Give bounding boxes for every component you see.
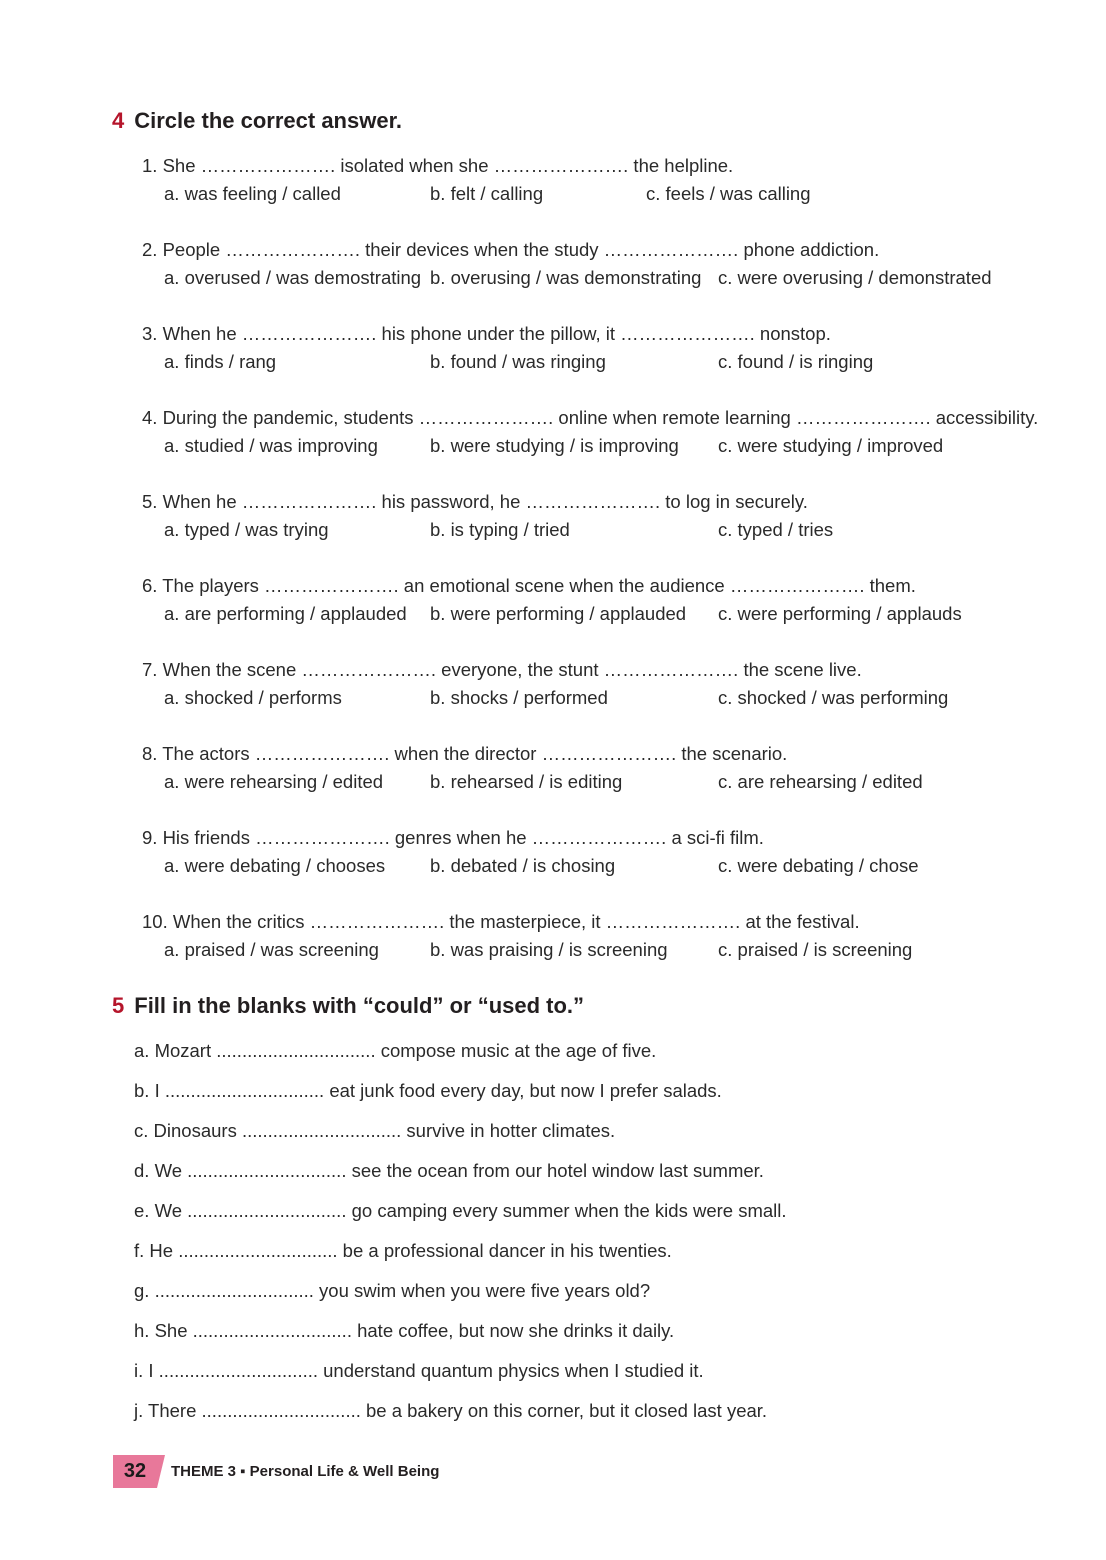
- question-text: 8. The actors …………………. when the director …………………. the scenario.: [142, 743, 788, 764]
- page-footer: [113, 1455, 613, 1489]
- option-a[interactable]: a. shocked / performs: [164, 687, 342, 708]
- answer-options: [142, 180, 1042, 208]
- option-a[interactable]: a. overused / was demostrating: [164, 267, 422, 288]
- question-3: [142, 320, 1042, 376]
- option-a[interactable]: a. was feeling / called: [164, 183, 341, 204]
- option-a[interactable]: a. typed / was trying: [164, 519, 329, 540]
- option-a[interactable]: a. finds / rang: [164, 351, 277, 372]
- question-text: 1. She …………………. isolated when she …………………. the helpline.: [142, 155, 734, 176]
- question-2: [142, 236, 1042, 292]
- fill-item-e[interactable]: e. We ............................... go camping every summer when the kids were small.: [134, 1200, 787, 1221]
- fill-item-d[interactable]: d. We ............................... see the ocean from our hotel window last summer.: [134, 1160, 764, 1181]
- option-a[interactable]: a. studied / was improving: [164, 435, 378, 456]
- page-number-tab-edge: [157, 1455, 165, 1488]
- option-c[interactable]: c. were studying / improved: [718, 435, 944, 456]
- question-7: [142, 656, 1042, 712]
- theme-label: THEME 3 ▪ Personal Life & Well Being: [171, 1463, 440, 1480]
- question-text: 4. During the pandemic, students …………………. online when remote learning …………………. accessibility.: [142, 407, 1039, 428]
- option-c[interactable]: c. were overusing / demonstrated: [718, 267, 992, 288]
- question-text: 2. People …………………. their devices when the study …………………. phone addiction.: [142, 239, 880, 260]
- option-a[interactable]: a. were rehearsing / edited: [164, 771, 384, 792]
- question-text: 10. When the critics …………………. the masterpiece, it …………………. at the festival.: [142, 911, 860, 932]
- option-c[interactable]: c. typed / tries: [718, 519, 834, 540]
- answer-options: [142, 432, 1042, 460]
- fill-item-a[interactable]: a. Mozart ............................... compose music at the age of five.: [134, 1040, 657, 1061]
- option-c[interactable]: c. were performing / applauds: [718, 603, 962, 624]
- answer-options: [142, 852, 1042, 880]
- question-5: [142, 488, 1042, 544]
- option-a[interactable]: a. praised / was screening: [164, 939, 379, 960]
- question-text: 7. When the scene …………………. everyone, the stunt …………………. the scene live.: [142, 659, 862, 680]
- option-b[interactable]: b. felt / calling: [430, 183, 544, 204]
- question-10: [142, 908, 1042, 964]
- question-text: 5. When he …………………. his password, he …………………. to log in securely.: [142, 491, 808, 512]
- option-b[interactable]: b. found / was ringing: [430, 351, 606, 372]
- option-b[interactable]: b. were performing / applauded: [430, 603, 687, 624]
- fill-item-h[interactable]: h. She ............................... hate coffee, but now she drinks it daily.: [134, 1320, 675, 1341]
- answer-options: [142, 936, 1042, 964]
- option-c[interactable]: c. shocked / was performing: [718, 687, 949, 708]
- fill-item-j[interactable]: j. There ............................... be a bakery on this corner, but it closed last year.: [134, 1400, 768, 1421]
- answer-options: [142, 348, 1042, 376]
- answer-options: [142, 768, 1042, 796]
- question-6: [142, 572, 1042, 628]
- option-c[interactable]: c. found / is ringing: [718, 351, 874, 372]
- option-b[interactable]: b. debated / is chosing: [430, 855, 616, 876]
- option-c[interactable]: c. feels / was calling: [646, 183, 811, 204]
- option-b[interactable]: b. is typing / tried: [430, 519, 570, 540]
- fill-item-b[interactable]: b. I ............................... eat junk food every day, but now I prefer salads.: [134, 1080, 722, 1101]
- question-1: [142, 152, 1042, 208]
- section-4-number: 4: [112, 108, 125, 133]
- option-b[interactable]: b. rehearsed / is editing: [430, 771, 623, 792]
- option-a[interactable]: a. are performing / applauded: [164, 603, 407, 624]
- fill-item-c[interactable]: c. Dinosaurs ............................... survive in hotter climates.: [134, 1120, 616, 1141]
- question-text: 6. The players …………………. an emotional scene when the audience …………………. them.: [142, 575, 916, 596]
- option-b[interactable]: b. was praising / is screening: [430, 939, 668, 960]
- question-text: 9. His friends …………………. genres when he …………………. a sci-fi film.: [142, 827, 764, 848]
- question-8: [142, 740, 1042, 796]
- fill-item-g[interactable]: g. ............................... you swim when you were five years old?: [134, 1280, 651, 1301]
- answer-options: [142, 264, 1042, 292]
- question-9: [142, 824, 1042, 880]
- option-c[interactable]: c. praised / is screening: [718, 939, 913, 960]
- section-4-title: Circle the correct answer.: [134, 108, 403, 133]
- option-b[interactable]: b. overusing / was demonstrating: [430, 267, 702, 288]
- fill-item-i[interactable]: i. I ............................... understand quantum physics when I studied it.: [134, 1360, 704, 1381]
- page-number: 32: [113, 1455, 157, 1488]
- option-c[interactable]: c. are rehearsing / edited: [718, 771, 923, 792]
- option-b[interactable]: b. shocks / performed: [430, 687, 608, 708]
- option-c[interactable]: c. were debating / chose: [718, 855, 919, 876]
- section-5-heading: [112, 993, 584, 1019]
- question-text: 3. When he …………………. his phone under the pillow, it …………………. nonstop.: [142, 323, 831, 344]
- section-5-title: Fill in the blanks with “could” or “used to.”: [134, 993, 585, 1018]
- option-a[interactable]: a. were debating / chooses: [164, 855, 386, 876]
- section-4-heading: [112, 108, 402, 134]
- fill-item-f[interactable]: f. He ............................... be a professional dancer in his twenties.: [134, 1240, 672, 1261]
- section-5-number: 5: [112, 993, 125, 1018]
- answer-options: [142, 516, 1042, 544]
- option-b[interactable]: b. were studying / is improving: [430, 435, 679, 456]
- answer-options: [142, 600, 1042, 628]
- question-4: [142, 404, 1042, 460]
- answer-options: [142, 684, 1042, 712]
